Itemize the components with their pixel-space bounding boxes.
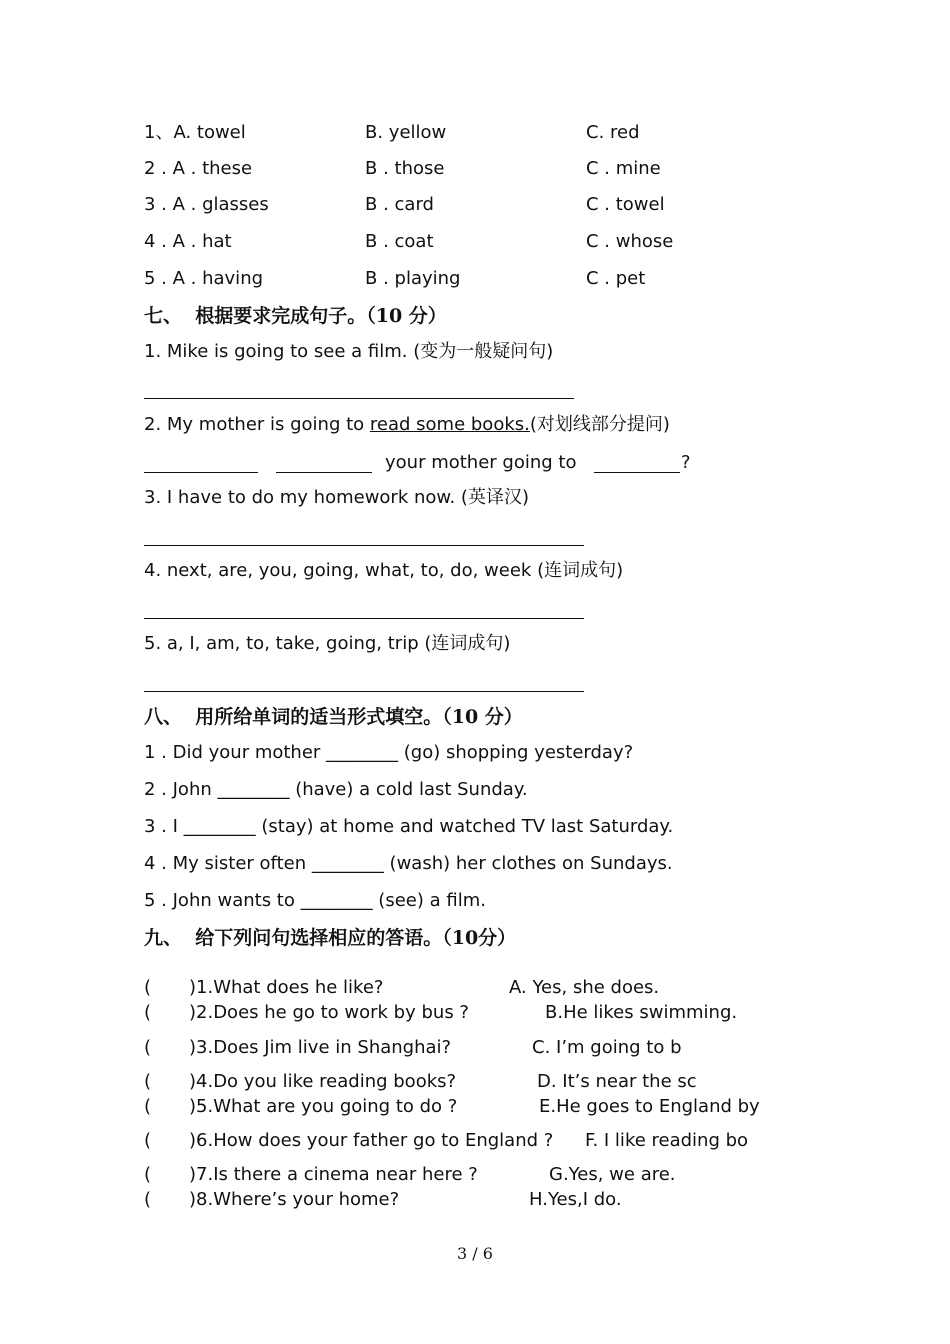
section-7-q3: 3. I have to do my homework now. (英译汉) — [144, 487, 529, 508]
match-question-2: )2.Does he go to work by bus ? — [189, 1002, 469, 1023]
choice-4-c: C . whose — [586, 231, 674, 252]
section-8-title: 八、 用所给单词的适当形式填空。（10 分） — [144, 706, 523, 728]
answer-blank-7-5[interactable] — [144, 691, 584, 692]
choice-5-c: C . pet — [586, 268, 646, 289]
match-answer-6: F. I like reading bo — [585, 1130, 749, 1151]
match-question-1: )1.What does he like? — [189, 977, 384, 998]
answer-blank-7-4[interactable] — [144, 618, 584, 619]
match-question-4: )4.Do you like reading books? — [189, 1071, 457, 1092]
match-question-6: )6.How does your father go to England ? — [189, 1130, 554, 1151]
choice-3-a: 3 . A . glasses — [144, 194, 269, 215]
match-paren-8: ( — [144, 1189, 152, 1210]
q2-underlined: read some books. — [369, 414, 530, 435]
match-paren-7: ( — [144, 1164, 152, 1185]
match-paren-4: ( — [144, 1071, 152, 1092]
match-answer-7: G.Yes, we are. — [549, 1164, 676, 1185]
section-7-q1: 1. Mike is going to see a film. (变为一般疑问句) — [144, 341, 554, 362]
choice-3-b: B . card — [365, 194, 434, 215]
q2-answer-mid: your mother going to — [385, 452, 577, 473]
match-question-3: )3.Does Jim live in Shanghai? — [189, 1037, 452, 1058]
match-answer-5: E.He goes to England by — [539, 1096, 760, 1117]
match-answer-1: A. Yes, she does. — [509, 977, 660, 998]
answer-blank-7-2b[interactable] — [276, 472, 372, 473]
section-8-item-5: 5 . John wants to ________ (see) a film. — [144, 890, 486, 911]
section-8-item-3: 3 . I ________ (stay) at home and watched TV last Saturday. — [144, 816, 674, 837]
page-number: 3 / 6 — [457, 1244, 493, 1263]
section-8-item-2: 2 . John ________ (have) a cold last Sunday. — [144, 779, 528, 800]
choice-5-b: B . playing — [365, 268, 461, 289]
choice-2-b: B . those — [365, 158, 445, 179]
match-paren-2: ( — [144, 1002, 152, 1023]
match-question-8: )8.Where’s your home? — [189, 1189, 400, 1210]
match-answer-2: B.He likes swimming. — [545, 1002, 738, 1023]
choice-2-a: 2 . A . these — [144, 158, 253, 179]
choice-5-a: 5 . A . having — [144, 268, 264, 289]
choice-3-c: C . towel — [586, 194, 665, 215]
choice-4-a: 4 . A . hat — [144, 231, 232, 252]
answer-blank-7-2a[interactable] — [144, 472, 258, 473]
match-answer-8: H.Yes,I do. — [529, 1189, 622, 1210]
choice-1-c: C. red — [586, 122, 640, 143]
q2-pre: 2. My mother is going to — [144, 414, 370, 435]
match-question-5: )5.What are you going to do ? — [189, 1096, 458, 1117]
q2-post: (对划线部分提问) — [529, 414, 670, 435]
match-answer-3: C. I’m going to b — [532, 1037, 682, 1058]
match-paren-5: ( — [144, 1096, 152, 1117]
match-answer-4: D. It’s near the sc — [537, 1071, 697, 1092]
match-paren-3: ( — [144, 1037, 152, 1058]
q2-answer-end: ? — [681, 452, 691, 473]
section-8-item-4: 4 . My sister often ________ (wash) her clothes on Sundays. — [144, 853, 673, 874]
section-8-item-1: 1 . Did your mother ________ (go) shopping yesterday? — [144, 742, 634, 763]
choice-1-a: 1、A. towel — [144, 122, 246, 143]
choice-2-c: C . mine — [586, 158, 661, 179]
choice-1-b: B. yellow — [365, 122, 447, 143]
section-7-q5: 5. a, I, am, to, take, going, trip (连词成句) — [144, 633, 511, 654]
section-9-title: 九、 给下列问句选择相应的答语。（10分） — [144, 927, 517, 949]
answer-blank-7-2c[interactable] — [594, 472, 680, 473]
match-paren-1: ( — [144, 977, 152, 998]
section-7-q4: 4. next, are, you, going, what, to, do, week (连词成句) — [144, 560, 624, 581]
section-7-q2 — [144, 414, 670, 436]
match-paren-6: ( — [144, 1130, 152, 1151]
answer-blank-7-1[interactable] — [144, 398, 574, 399]
choice-4-b: B . coat — [365, 231, 434, 252]
answer-blank-7-3[interactable] — [144, 545, 584, 546]
match-question-7: )7.Is there a cinema near here ? — [189, 1164, 478, 1185]
section-7-title: 七、 根据要求完成句子。（10 分） — [144, 305, 447, 327]
